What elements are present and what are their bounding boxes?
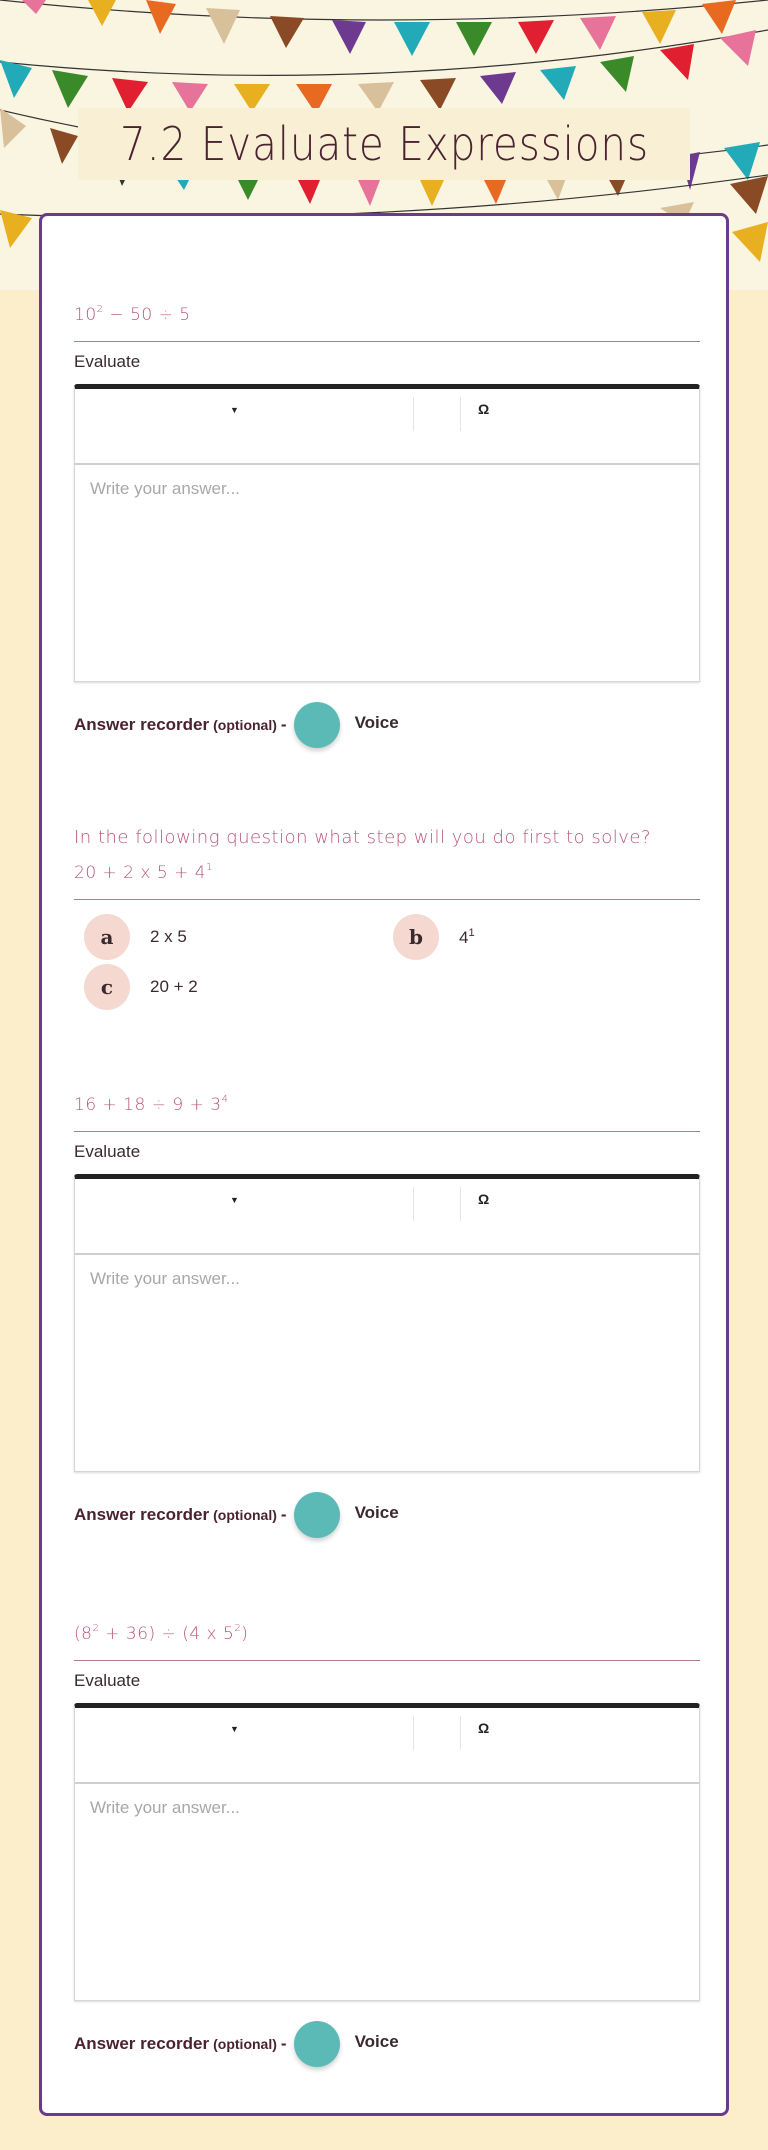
title-plate	[78, 108, 690, 180]
answer-editor	[74, 1703, 700, 2001]
choice-text: 2 x 5	[150, 927, 187, 946]
answer-editor	[74, 384, 700, 682]
answer-input[interactable]: Write your answer...	[90, 1798, 240, 1817]
recorder-label: Answer recorder	[74, 1505, 210, 1524]
recorder-optional-label: (optional)	[213, 717, 277, 733]
answer-editor	[74, 1174, 700, 1472]
page-title: 7.2 Evaluate Expressions	[119, 117, 649, 171]
toolbar-divider	[460, 1187, 461, 1221]
choice-text: 20 + 2	[150, 977, 198, 996]
record-voice-button[interactable]	[294, 2021, 340, 2067]
choice-letter-badge: b	[393, 914, 439, 960]
choice-c[interactable]	[84, 964, 198, 1010]
voice-label: Voice	[354, 713, 399, 732]
toolbar-divider	[413, 1716, 414, 1750]
toolbar-divider	[413, 397, 414, 431]
choice-a[interactable]	[84, 914, 187, 960]
choice-letter-badge: c	[84, 964, 130, 1010]
question-prompt	[74, 822, 700, 900]
voice-label: Voice	[354, 1503, 399, 1522]
caret-down-icon[interactable]: ▼	[230, 1724, 239, 1734]
recorder-label: Answer recorder	[74, 2034, 210, 2053]
question-expression: 20 + 2 x $5 + 4^1$	[74, 862, 213, 883]
caret-down-icon[interactable]: ▼	[230, 405, 239, 415]
choice-text: $4^1$	[459, 926, 475, 947]
editor-toolbar	[75, 1179, 699, 1255]
question-prompt: $16 + 18 \div 9 + 3^4$	[74, 1086, 700, 1132]
caret-down-icon[interactable]: ▼	[230, 1195, 239, 1205]
recorder-dash: -	[280, 715, 287, 734]
answer-input[interactable]: Write your answer...	[90, 1269, 240, 1288]
editor-toolbar	[75, 389, 699, 465]
recorder-label: Answer recorder	[74, 715, 210, 734]
toolbar-divider	[413, 1187, 414, 1221]
question-4	[74, 1615, 700, 2067]
special-character-button[interactable]: Ω	[478, 1720, 490, 1736]
instruction-label: Evaluate	[74, 352, 141, 371]
question-3	[74, 1086, 700, 1538]
instruction-label: Evaluate	[74, 1671, 141, 1690]
record-voice-button[interactable]	[294, 1492, 340, 1538]
answer-choices	[74, 914, 700, 1024]
toolbar-divider	[460, 397, 461, 431]
choice-letter-badge: a	[84, 914, 130, 960]
toolbar-divider	[460, 1716, 461, 1750]
answer-input[interactable]: Write your answer...	[90, 479, 240, 498]
question-2	[74, 822, 700, 1024]
question-1	[74, 296, 700, 748]
answer-recorder	[74, 1492, 700, 1538]
special-character-button[interactable]: Ω	[478, 1191, 490, 1207]
editor-toolbar	[75, 1708, 699, 1784]
answer-recorder	[74, 702, 700, 748]
worksheet-card	[39, 213, 729, 2116]
recorder-optional-label: (optional)	[213, 2036, 277, 2052]
voice-label: Voice	[354, 2032, 399, 2051]
question-text: In the following question what step will you do first to solve?	[74, 827, 652, 848]
question-prompt: $(8^2 + 36) \div (4$ x $5^2$)	[74, 1615, 700, 1661]
record-voice-button[interactable]	[294, 702, 340, 748]
question-prompt: $10^2 - 50 \div 5$	[74, 296, 700, 342]
instruction-label: Evaluate	[74, 1142, 141, 1161]
recorder-dash: -	[280, 2034, 287, 2053]
recorder-dash: -	[280, 1505, 287, 1524]
choice-b[interactable]	[393, 914, 475, 960]
special-character-button[interactable]: Ω	[478, 401, 490, 417]
recorder-optional-label: (optional)	[213, 1507, 277, 1523]
answer-recorder	[74, 2021, 700, 2067]
